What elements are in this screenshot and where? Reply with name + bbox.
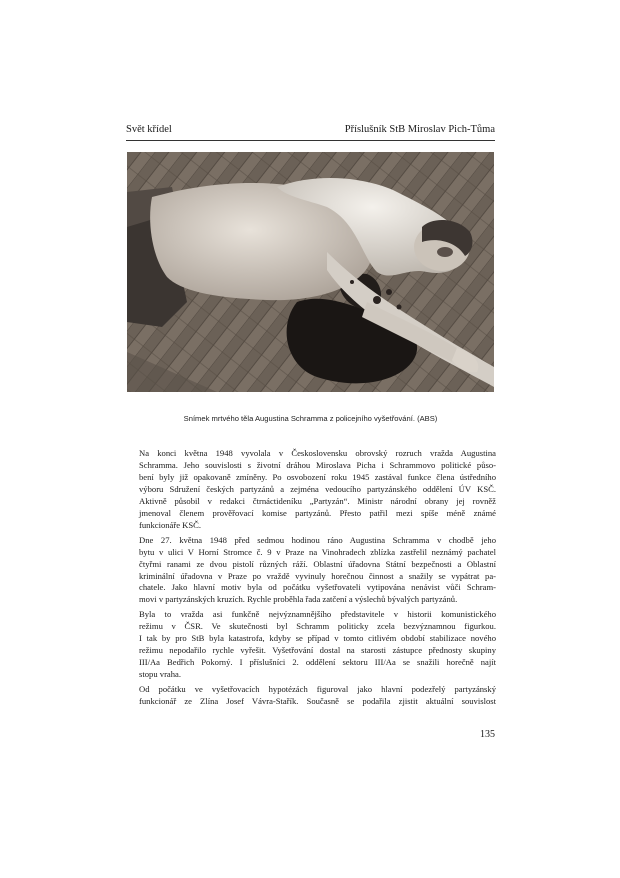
text-line: výboru Sdružení českých partyzánů a zejména vedoucího partyzánského oddělení ÚV KSČ.: [139, 483, 496, 494]
article-body: [126, 448, 496, 711]
text-line: Aktivně působil v redakci čtrnáctideníku „Partyzán“. Ministr národní obrany jej rovněž: [139, 495, 496, 506]
text-line: Od počátku ve vyšetřovacích hypotézách figuroval jako hlavní podezřelý partyzánský: [139, 684, 496, 695]
text-line: Byla to vražda asi funkčně nejvýznamnějšího představitele v historii komunistického: [139, 609, 496, 620]
text-line: Dne 27. května 1948 před sedmou hodinou ráno Augustina Schramma v chodbě jeho: [139, 534, 496, 545]
running-header: [126, 123, 495, 137]
photograph-image: [127, 152, 494, 392]
text-line: funkcionář ze Zlína Josef Vávra-Stařík. Současně se podařila zjistit aktuální souvislost: [139, 696, 496, 707]
text-line: stopu vraha.: [139, 669, 182, 680]
header-book-title: Svět křídel: [126, 124, 172, 135]
paragraph: [126, 535, 496, 607]
text-line: bení byly již opakovaně zmíněny. Po osvobození roku 1945 zastával funkce člena ústředního: [139, 471, 496, 482]
text-line: movi v partyzánských kruzích. Rychle proběhla řada zatčení a výslechů bývalých partyzánů.: [139, 594, 458, 605]
text-line: režimu nepodařilo rychle vyřešit. Vyšetřování dostal na starosti zástupce přednosty skupiny: [139, 645, 496, 656]
text-line: chatele. Jako hlavní motiv byla od počátku vyšetřovateli vytipována nenávist vůči Schram-: [139, 582, 496, 593]
photo-caption: Snímek mrtvého těla Augustina Schramma z policejního vyšetřování. (ABS): [183, 414, 438, 423]
text-line: funkcionáře KSČ.: [139, 519, 202, 530]
text-line: Na konci května 1948 vyvolala v Československu obrovský rozruch vražda Augustina: [139, 448, 496, 458]
page-number: 135: [480, 729, 495, 740]
photograph: [127, 152, 494, 392]
text-line: I tak by pro StB byla katastrofa, kdyby se případ v tomto citlivém období stabilizace nového: [139, 633, 496, 644]
text-line: režimu v ČSR. Ve skutečnosti byl Schramm politicky zcela bezvýznamnou figurkou.: [139, 621, 496, 632]
text-line: jmenoval členem prověřovací komise partyzánů. Přesto patřil mezi spíše méně známé: [139, 507, 496, 518]
header-chapter-title: Příslušník StB Miroslav Pich-Tůma: [344, 124, 495, 135]
paragraph: [126, 448, 496, 532]
text-line: III/Aa Bedřich Pokorný. I příslušníci 2. oddělení sektoru III/Aa se snažili horečně najít: [139, 657, 496, 668]
text-line: Schramma. Jeho souvislosti s životní dráhou Miroslava Picha i Schrammovo politické půso-: [139, 459, 496, 470]
text-line: bytu v ulici V Horní Stromce č. 9 v Praze na Vinohradech zblízka zastřelil neznámý pachatel: [139, 546, 496, 557]
text-line: kriminální úřadovna v Praze po vraždě vyvinuly horečnou činnost a snažily se vypátrat pa-: [139, 570, 496, 581]
paragraph: [126, 609, 496, 681]
header-rule: [126, 140, 495, 141]
paragraph: [126, 684, 496, 708]
text-line: čtyřmi ranami ze dvou pistolí různých ráží. Oblastní úřadovna Státní bezpečnosti a Oblastní: [139, 558, 496, 569]
